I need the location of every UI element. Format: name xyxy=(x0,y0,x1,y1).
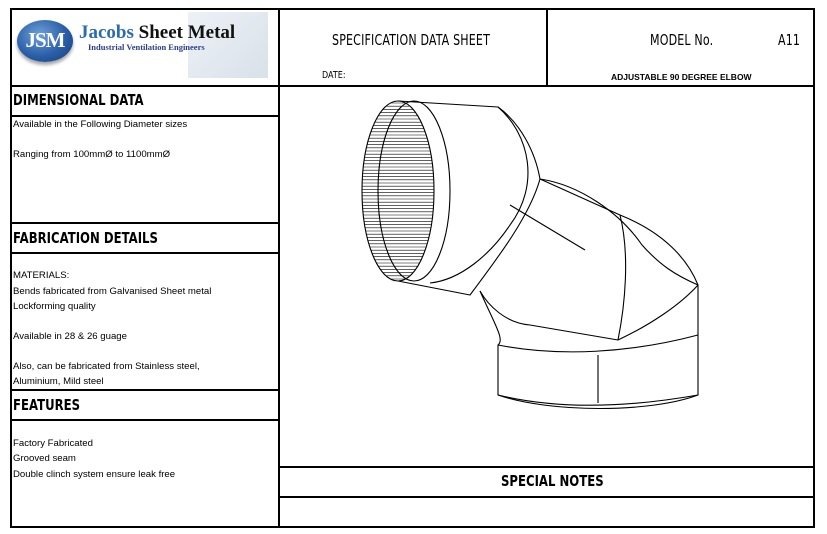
dimensional-title: DIMENSIONAL DATA xyxy=(13,91,144,109)
fabrication-line-4: Available in 28 & 26 guage xyxy=(13,331,127,342)
special-notes-top-rule xyxy=(278,466,815,468)
features-top-rule xyxy=(10,389,279,391)
features-line-1: Factory Fabricated xyxy=(13,438,93,449)
dimensional-line-2: Ranging from 100mmØ to 1100mmØ xyxy=(13,149,171,160)
sheet-title: SPECIFICATION DATA SHEET xyxy=(332,31,491,49)
fabrication-line-3: Lockforming quality xyxy=(13,301,96,312)
left-column-divider xyxy=(278,8,280,528)
fabrication-line-6: Aluminium, Mild steel xyxy=(13,376,104,387)
features-line-3: Double clinch system ensure leak free xyxy=(13,469,176,480)
logo-initials: JSM xyxy=(25,28,65,52)
features-title-rule xyxy=(10,419,279,421)
fabrication-line-2: Bends fabricated from Galvanised Sheet metal xyxy=(13,286,212,297)
special-notes-title: SPECIAL NOTES xyxy=(501,472,604,490)
fabrication-title-rule xyxy=(10,252,279,254)
model-value: A11 xyxy=(778,31,801,49)
fabrication-top-rule xyxy=(10,222,279,224)
product-name: ADJUSTABLE 90 DEGREE ELBOW xyxy=(611,72,752,82)
header-divider xyxy=(10,85,815,87)
fabrication-line-5: Also, can be fabricated from Stainless steel, xyxy=(13,361,200,372)
model-label: MODEL No. xyxy=(650,31,714,49)
features-line-2: Grooved seam xyxy=(13,453,76,464)
special-notes-title-rule xyxy=(278,496,815,498)
fabrication-title: FABRICATION DETAILS xyxy=(13,229,158,247)
features-title: FEATURES xyxy=(13,396,81,414)
company-tagline: Industrial Ventilation Engineers xyxy=(88,42,205,52)
company-name xyxy=(79,22,235,44)
company-name-part1: Jacobs xyxy=(79,22,134,43)
elbow-drawing xyxy=(330,95,720,415)
date-label: DATE: xyxy=(322,70,346,81)
dimensional-line-1: Available in the Following Diameter sizes xyxy=(13,119,188,130)
header-model-divider xyxy=(546,8,548,86)
company-name-part2: Sheet Metal xyxy=(138,22,236,43)
fabrication-line-1: MATERIALS: xyxy=(13,270,70,281)
